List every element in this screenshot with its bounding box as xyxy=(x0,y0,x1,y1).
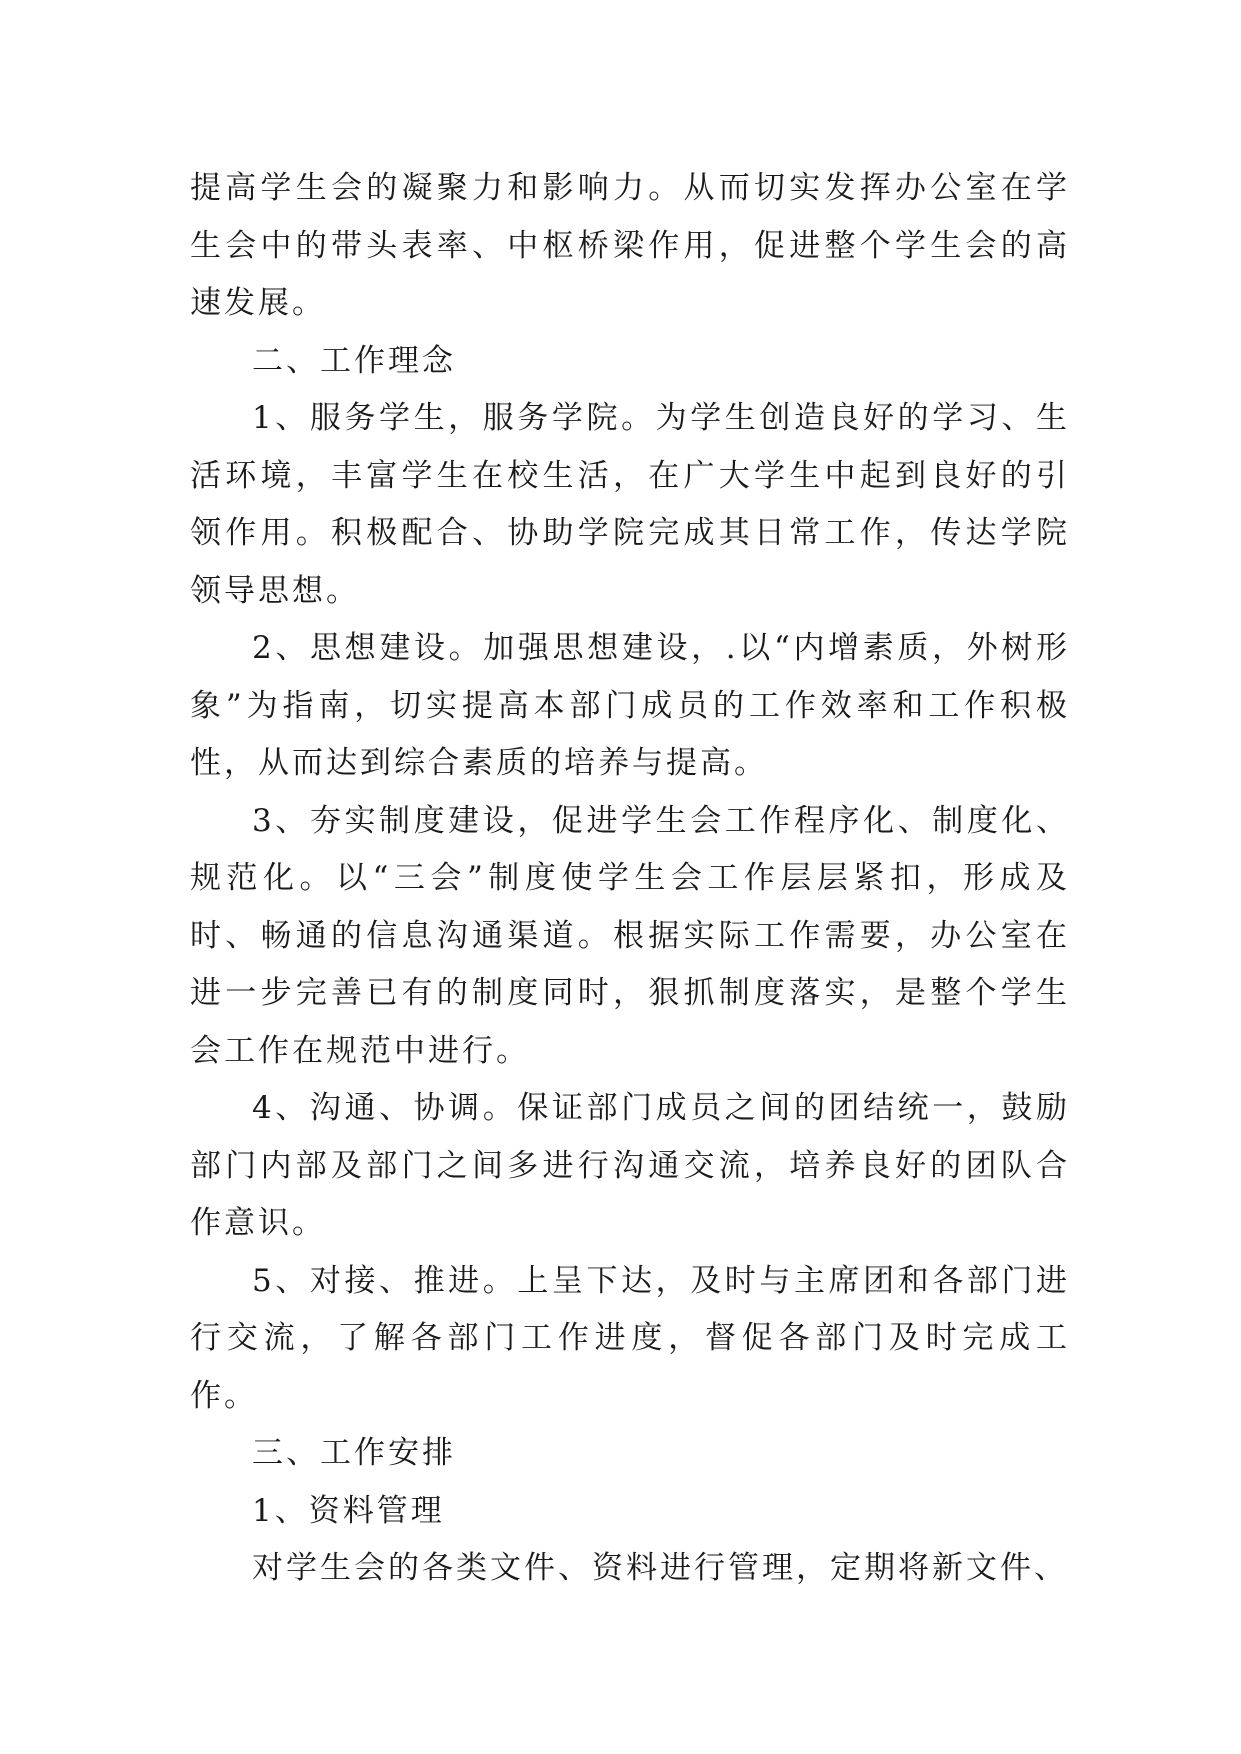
paragraph-ideological-building: 2、思想建设。加强思想建设，.以“内增素质，外树形象”为指南，切实提高本部门成员的工作效率和工作积极性，从而达到综合素质的培养与提高。 xyxy=(190,630,1070,781)
section-heading-work-arrangement: 三、工作安排 xyxy=(252,1435,456,1471)
subheading-data-management: 1、资料管理 xyxy=(252,1492,445,1529)
document-body xyxy=(190,160,1070,1598)
paragraph-data-management: 对学生会的各类文件、资料进行管理，定期将新文件、 xyxy=(252,1550,1068,1586)
paragraph-intro-continuation: 提高学生会的凝聚力和影响力。从而切实发挥办公室在学生会中的带头表率、中枢桥梁作用，促进整个学生会的高速发展。 xyxy=(190,170,1070,321)
paragraph-docking-promotion: 5、对接、推进。上呈下达，及时与主席团和各部门进行交流，了解各部门工作进度，督促各部门及时完成工作。 xyxy=(190,1262,1070,1414)
paragraph-communication: 4、沟通、协调。保证部门成员之间的团结统一，鼓励部门内部及部门之间多进行沟通交流，培养良好的团队合作意识。 xyxy=(190,1090,1070,1241)
section-heading-work-philosophy: 二、工作理念 xyxy=(252,342,456,379)
paragraph-serve-students: 1、服务学生，服务学院。为学生创造良好的学习、生活环境，丰富学生在校生活，在广大学生中起到良好的引领作用。积极配合、协助学院完成其日常工作，传达学院领导思想。 xyxy=(190,400,1070,609)
paragraph-system-building: 3、夯实制度建设，促进学生会工作程序化、制度化、规范化。以“三会”制度使学生会工作层层紧扣，形成及时、畅通的信息沟通渠道。根据实际工作需要，办公室在进一步完善已有的制度同时，狠抓制度落实，是整个学生会工作在规范中进行。 xyxy=(190,802,1070,1069)
